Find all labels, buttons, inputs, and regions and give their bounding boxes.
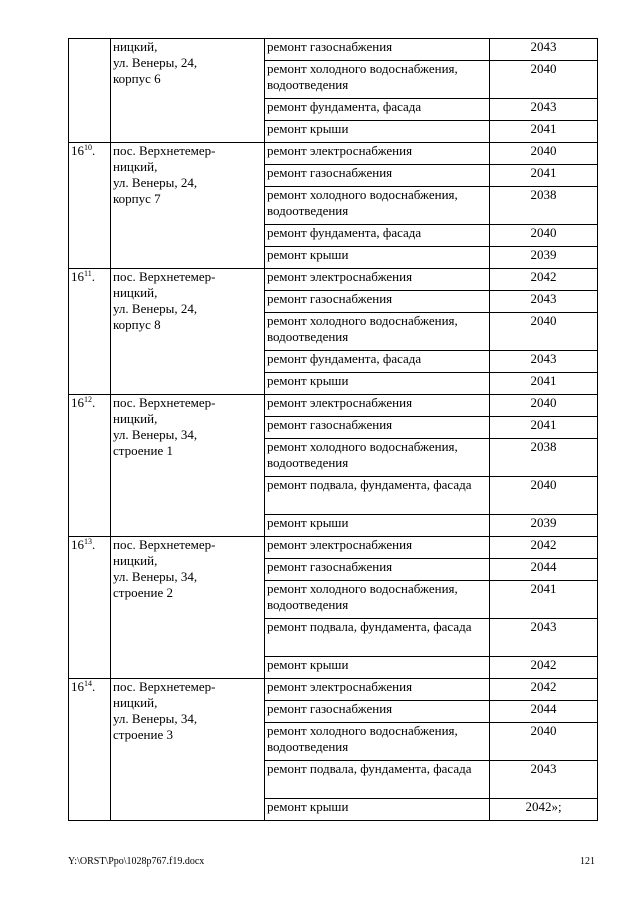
table-row bbox=[69, 537, 598, 559]
year-cell: 2043 bbox=[490, 39, 598, 61]
work-type-cell: ремонт холодного водоснабжения, водоотведения bbox=[265, 439, 490, 477]
item-number bbox=[69, 537, 111, 679]
footer-file-path: Y:\ORST\Ppo\1028p767.f19.docx bbox=[68, 856, 205, 867]
year-cell: 2041 bbox=[490, 165, 598, 187]
address-cell bbox=[111, 269, 265, 395]
address-cell bbox=[111, 679, 265, 821]
work-type-cell: ремонт крыши bbox=[265, 247, 490, 269]
item-number-sup: 10 bbox=[84, 143, 92, 152]
work-type-cell: ремонт подвала, фундамента, фасада bbox=[265, 619, 490, 657]
table-row bbox=[69, 395, 598, 417]
footer-page-number: 121 bbox=[580, 856, 595, 867]
item-number-sup: 11 bbox=[84, 269, 92, 278]
year-cell: 2041 bbox=[490, 121, 598, 143]
work-type-cell: ремонт электроснабжения bbox=[265, 269, 490, 291]
item-number-dot: . bbox=[92, 537, 96, 552]
item-number-dot: . bbox=[91, 269, 95, 284]
year-cell: 2040 bbox=[490, 143, 598, 165]
work-type-cell: ремонт электроснабжения bbox=[265, 537, 490, 559]
item-number-main: 16 bbox=[71, 679, 84, 694]
year-cell: 2040 bbox=[490, 313, 598, 351]
address-line: строение 2 bbox=[113, 585, 173, 600]
address-line: ул. Венеры, 24, bbox=[113, 55, 198, 70]
table-row bbox=[69, 679, 598, 701]
year-cell: 2042 bbox=[490, 269, 598, 291]
work-type-cell: ремонт фундамента, фасада bbox=[265, 99, 490, 121]
work-type-cell: ремонт газоснабжения bbox=[265, 559, 490, 581]
year-cell: 2043 bbox=[490, 761, 598, 799]
year-cell: 2041 bbox=[490, 581, 598, 619]
year-cell: 2040 bbox=[490, 61, 598, 99]
work-type-cell: ремонт электроснабжения bbox=[265, 143, 490, 165]
year-cell: 2040 bbox=[490, 723, 598, 761]
year-cell: 2042 bbox=[490, 537, 598, 559]
year-cell: 2041 bbox=[490, 373, 598, 395]
address-line: ницкий, bbox=[113, 39, 158, 54]
work-type-cell: ремонт фундамента, фасада bbox=[265, 225, 490, 247]
work-type-cell: ремонт холодного водоснабжения, водоотведения bbox=[265, 723, 490, 761]
table-row bbox=[69, 39, 598, 61]
table-body bbox=[69, 39, 598, 821]
year-cell: 2042 bbox=[490, 679, 598, 701]
year-cell: 2038 bbox=[490, 187, 598, 225]
address-line: ницкий, bbox=[113, 695, 158, 710]
address-line: ницкий, bbox=[113, 553, 158, 568]
work-type-cell: ремонт крыши bbox=[265, 515, 490, 537]
item-number bbox=[69, 679, 111, 821]
address-line: пос. Верхнетемер- bbox=[113, 143, 216, 158]
year-cell: 2044 bbox=[490, 701, 598, 723]
work-type-cell: ремонт газоснабжения bbox=[265, 417, 490, 439]
year-cell: 2042 bbox=[490, 657, 598, 679]
address-line: ул. Венеры, 34, bbox=[113, 427, 198, 442]
address-line: ницкий, bbox=[113, 285, 158, 300]
work-type-cell: ремонт электроснабжения bbox=[265, 395, 490, 417]
address-cell bbox=[111, 395, 265, 537]
address-cell bbox=[111, 39, 265, 143]
year-cell: 2043 bbox=[490, 99, 598, 121]
work-type-cell: ремонт крыши bbox=[265, 799, 490, 821]
work-type-cell: ремонт холодного водоснабжения, водоотведения bbox=[265, 313, 490, 351]
item-number bbox=[69, 39, 111, 143]
address-line: пос. Верхнетемер- bbox=[113, 269, 216, 284]
item-number-dot: . bbox=[92, 395, 96, 410]
work-type-cell: ремонт холодного водоснабжения, водоотведения bbox=[265, 581, 490, 619]
address-line: ул. Венеры, 34, bbox=[113, 569, 198, 584]
address-line: корпус 8 bbox=[113, 317, 161, 332]
work-type-cell: ремонт крыши bbox=[265, 121, 490, 143]
year-cell: 2042»; bbox=[490, 799, 598, 821]
table-row bbox=[69, 143, 598, 165]
work-type-cell: ремонт газоснабжения bbox=[265, 165, 490, 187]
item-number bbox=[69, 143, 111, 269]
item-number bbox=[69, 395, 111, 537]
address-line: корпус 6 bbox=[113, 71, 161, 86]
work-type-cell: ремонт крыши bbox=[265, 657, 490, 679]
address-line: ницкий, bbox=[113, 411, 158, 426]
year-cell: 2043 bbox=[490, 291, 598, 313]
work-type-cell: ремонт подвала, фундамента, фасада bbox=[265, 761, 490, 799]
work-type-cell: ремонт газоснабжения bbox=[265, 39, 490, 61]
work-type-cell: ремонт газоснабжения bbox=[265, 291, 490, 313]
address-line: ул. Венеры, 34, bbox=[113, 711, 198, 726]
repair-schedule-table bbox=[68, 38, 598, 821]
year-cell: 2040 bbox=[490, 477, 598, 515]
address-line: ул. Венеры, 24, bbox=[113, 301, 198, 316]
work-type-cell: ремонт холодного водоснабжения, водоотведения bbox=[265, 187, 490, 225]
year-cell: 2039 bbox=[490, 247, 598, 269]
work-type-cell: ремонт фундамента, фасада bbox=[265, 351, 490, 373]
address-line: строение 1 bbox=[113, 443, 173, 458]
work-type-cell: ремонт электроснабжения bbox=[265, 679, 490, 701]
year-cell: 2038 bbox=[490, 439, 598, 477]
item-number-main: 16 bbox=[71, 269, 84, 284]
address-line: ул. Венеры, 24, bbox=[113, 175, 198, 190]
item-number-sup: 13 bbox=[84, 537, 92, 546]
work-type-cell: ремонт газоснабжения bbox=[265, 701, 490, 723]
work-type-cell: ремонт подвала, фундамента, фасада bbox=[265, 477, 490, 515]
item-number-main: 16 bbox=[71, 143, 84, 158]
address-line: корпус 7 bbox=[113, 191, 161, 206]
address-line: ницкий, bbox=[113, 159, 158, 174]
year-cell: 2043 bbox=[490, 619, 598, 657]
address-line: пос. Верхнетемер- bbox=[113, 395, 216, 410]
item-number-sup: 14 bbox=[84, 679, 92, 688]
year-cell: 2040 bbox=[490, 225, 598, 247]
address-cell bbox=[111, 537, 265, 679]
item-number-main: 16 bbox=[71, 395, 84, 410]
item-number-dot: . bbox=[92, 679, 96, 694]
address-line: пос. Верхнетемер- bbox=[113, 679, 216, 694]
work-type-cell: ремонт крыши bbox=[265, 373, 490, 395]
year-cell: 2041 bbox=[490, 417, 598, 439]
item-number-dot: . bbox=[92, 143, 96, 158]
item-number-main: 16 bbox=[71, 537, 84, 552]
table-row bbox=[69, 269, 598, 291]
year-cell: 2040 bbox=[490, 395, 598, 417]
work-type-cell: ремонт холодного водоснабжения, водоотведения bbox=[265, 61, 490, 99]
item-number bbox=[69, 269, 111, 395]
year-cell: 2043 bbox=[490, 351, 598, 373]
year-cell: 2044 bbox=[490, 559, 598, 581]
item-number-sup: 12 bbox=[84, 395, 92, 404]
year-cell: 2039 bbox=[490, 515, 598, 537]
address-line: пос. Верхнетемер- bbox=[113, 537, 216, 552]
address-line: строение 3 bbox=[113, 727, 173, 742]
address-cell bbox=[111, 143, 265, 269]
